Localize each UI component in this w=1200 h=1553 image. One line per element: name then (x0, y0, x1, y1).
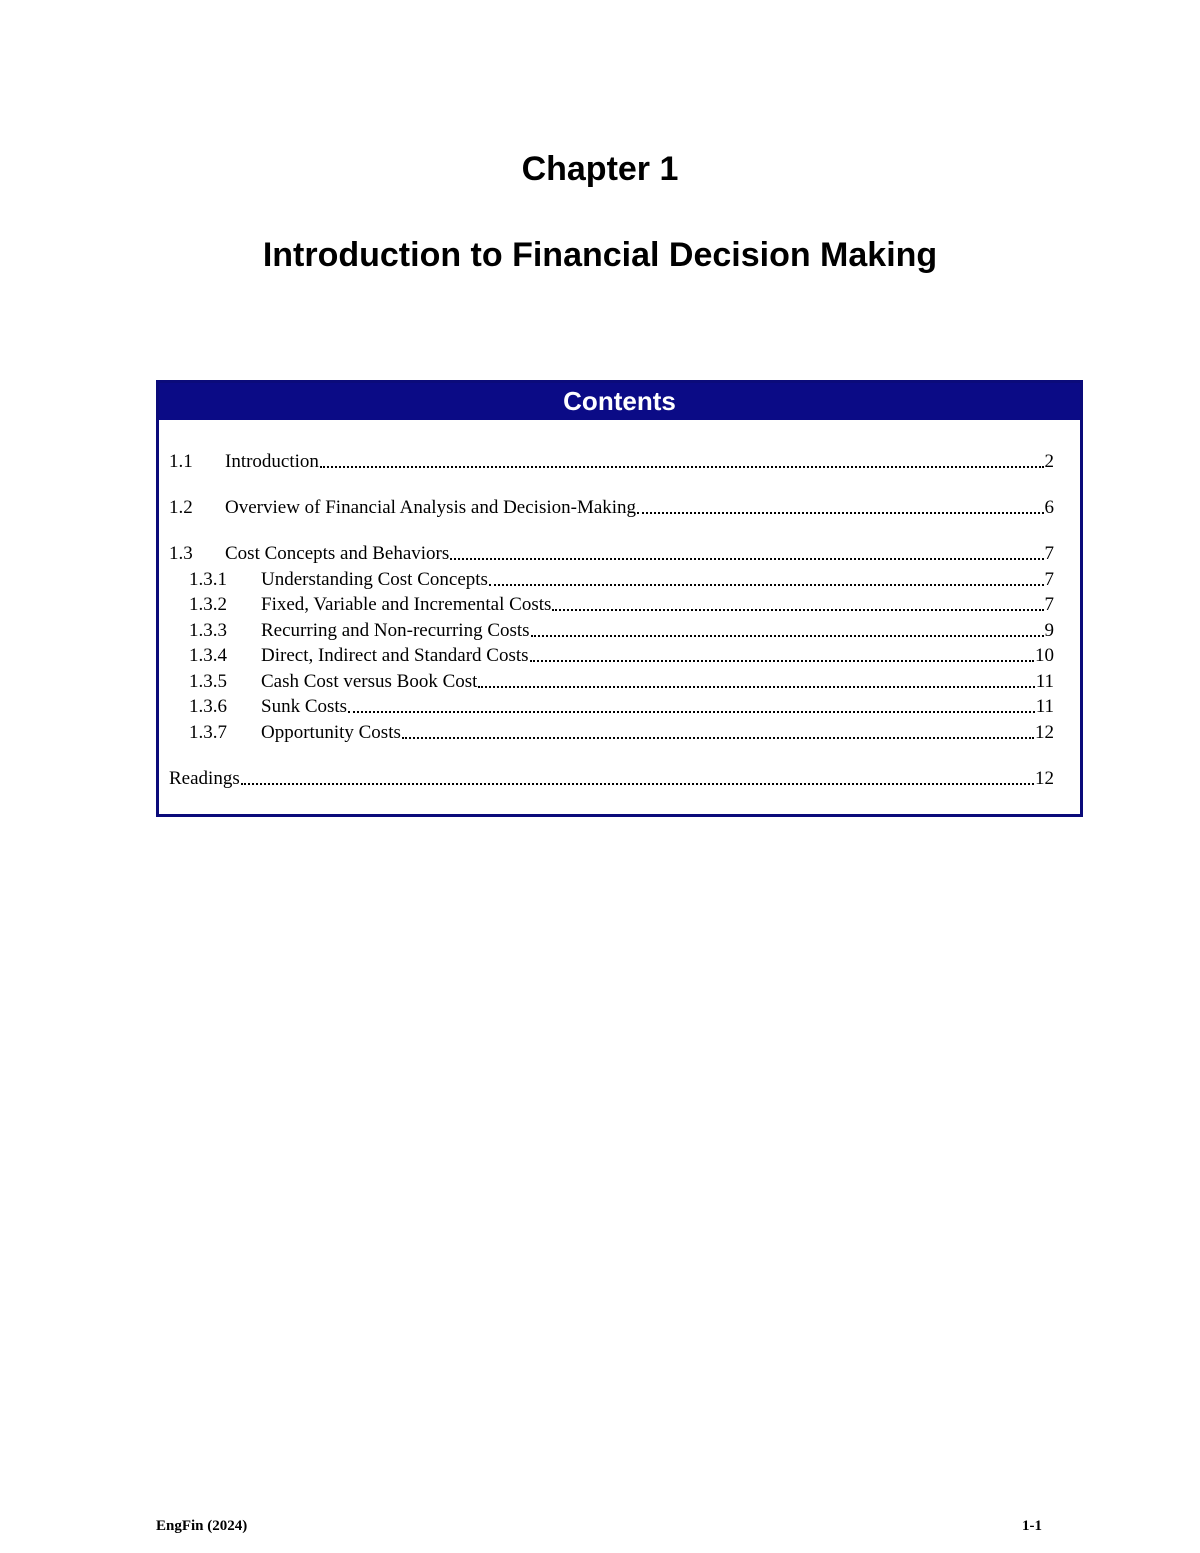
toc-entry-1-3-7[interactable] (169, 721, 1054, 745)
toc-entry-page: 12 (1035, 722, 1054, 743)
toc-entry-title: Introduction (225, 451, 319, 472)
toc-entry-1-3-4[interactable] (169, 644, 1054, 668)
toc-entry-1-3-5[interactable] (169, 670, 1054, 694)
toc-entry-page: 6 (1044, 497, 1054, 518)
table-of-contents (156, 380, 1083, 817)
toc-entry-number: 1.2 (169, 497, 193, 518)
chapter-title: Chapter 1 (521, 150, 679, 188)
toc-heading: Contents (159, 383, 1080, 420)
toc-leader-dots (402, 737, 1034, 739)
toc-entry-1-3-3[interactable] (169, 619, 1054, 643)
toc-entry-page: 7 (1044, 569, 1054, 590)
toc-entry-readings[interactable] (169, 767, 1054, 791)
toc-entry-1-3[interactable] (169, 542, 1054, 566)
toc-entry-title: Recurring and Non-recurring Costs (261, 620, 530, 641)
toc-leader-dots (320, 466, 1044, 468)
toc-entry-1-3-6[interactable] (169, 695, 1054, 719)
toc-entry-page: 9 (1044, 620, 1054, 641)
toc-entry-page: 7 (1044, 543, 1054, 564)
toc-entry-number: 1.3.3 (189, 620, 227, 641)
toc-entry-page: 7 (1044, 594, 1054, 615)
toc-leader-dots (552, 609, 1043, 611)
toc-leader-dots (530, 660, 1034, 662)
toc-entry-title: Understanding Cost Concepts (261, 569, 488, 590)
toc-leader-dots (450, 558, 1043, 560)
toc-entry-number: 1.3.7 (189, 722, 227, 743)
toc-entry-number: 1.3.2 (189, 594, 227, 615)
footer-course-label: EngFin (2024) (156, 1518, 248, 1534)
toc-entry-page: 2 (1044, 451, 1054, 472)
footer-page-number: 1-1 (1022, 1518, 1042, 1534)
toc-entry-number: 1.3.4 (189, 645, 227, 666)
toc-entry-page: 12 (1035, 768, 1054, 789)
toc-entry-1-3-2[interactable] (169, 593, 1054, 617)
toc-entry-title: Fixed, Variable and Incremental Costs (261, 594, 552, 615)
toc-leader-dots (489, 584, 1044, 586)
toc-leader-dots (531, 635, 1044, 637)
chapter-subtitle: Introduction to Financial Decision Making (262, 236, 938, 274)
toc-entry-page: 11 (1035, 696, 1054, 717)
toc-entry-1-3-1[interactable] (169, 568, 1054, 592)
toc-entry-number: 1.3 (169, 543, 193, 564)
toc-entry-1-2[interactable] (169, 496, 1054, 520)
toc-entry-1-1[interactable] (169, 450, 1054, 474)
toc-leader-dots (637, 512, 1043, 514)
toc-entry-number: 1.3.5 (189, 671, 227, 692)
toc-entry-number: 1.3.6 (189, 696, 227, 717)
toc-entry-title: Cash Cost versus Book Cost (261, 671, 478, 692)
toc-entry-page: 10 (1035, 645, 1054, 666)
toc-entry-number: 1.3.1 (189, 569, 227, 590)
toc-entry-title: Sunk Costs (261, 696, 348, 717)
toc-leader-dots (241, 783, 1034, 785)
toc-entry-page: 11 (1035, 671, 1054, 692)
toc-entry-title: Overview of Financial Analysis and Decision-Making (225, 497, 637, 518)
toc-leader-dots (478, 686, 1034, 688)
toc-entry-title: Direct, Indirect and Standard Costs (261, 645, 529, 666)
toc-entry-number: 1.1 (169, 451, 193, 472)
toc-leader-dots (348, 711, 1035, 713)
toc-entry-title: Readings (169, 768, 240, 789)
toc-entry-title: Opportunity Costs (261, 722, 401, 743)
toc-entry-title: Cost Concepts and Behaviors (225, 543, 450, 564)
